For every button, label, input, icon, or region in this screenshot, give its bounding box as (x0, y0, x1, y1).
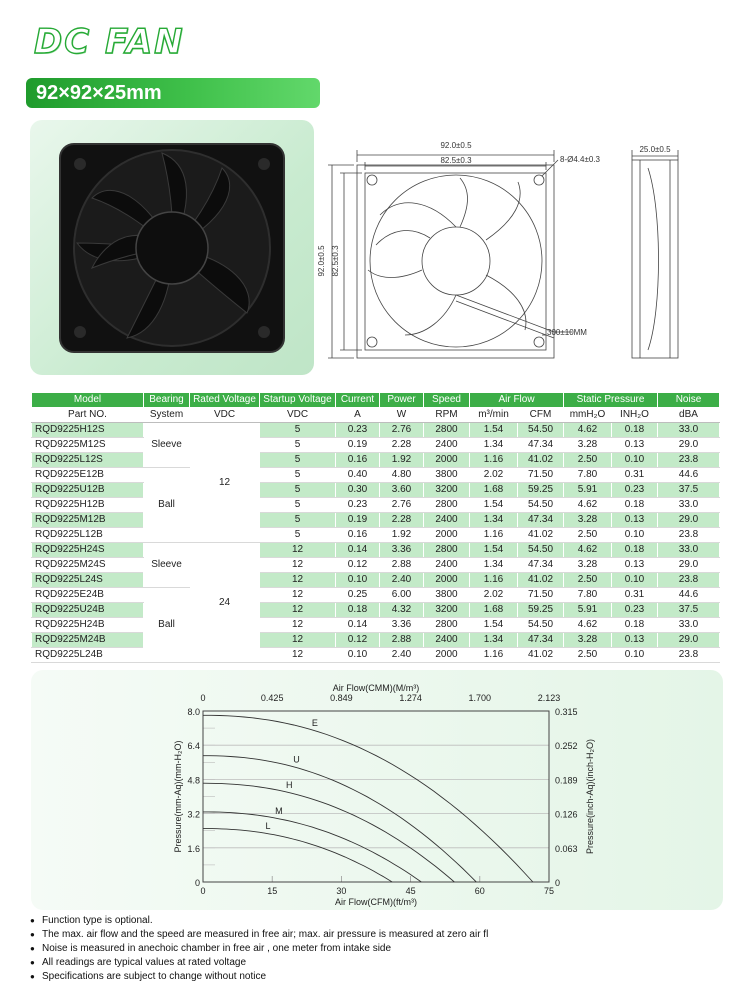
hdr-noise: Noise (658, 393, 720, 408)
speed-cell: 3200 (424, 603, 470, 618)
startup-cell: 12 (260, 618, 336, 633)
dba-cell: 29.0 (658, 438, 720, 453)
cfm-cell: 54.50 (518, 498, 564, 513)
m3-cell: 1.34 (470, 633, 518, 648)
speed-cell: 2000 (424, 528, 470, 543)
inh2o-cell: 0.18 (612, 543, 658, 558)
hdr-rated-voltage: Rated Voltage (190, 393, 260, 408)
inh2o-cell: 0.10 (612, 453, 658, 468)
hdr-model: Model (32, 393, 144, 408)
m3-cell: 1.54 (470, 543, 518, 558)
speed-cell: 3200 (424, 483, 470, 498)
power-cell: 2.40 (380, 573, 424, 588)
pq-curve-m (203, 812, 421, 882)
dba-cell: 23.8 (658, 453, 720, 468)
x2-tick-label: 0 (200, 693, 206, 703)
hdr-bearing: Bearing (144, 393, 190, 408)
current-cell: 0.23 (336, 423, 380, 438)
inh2o-cell: 0.23 (612, 603, 658, 618)
part-number-cell: RQD9225L12B (32, 528, 144, 543)
current-cell: 0.19 (336, 438, 380, 453)
startup-cell: 12 (260, 543, 336, 558)
unit-rpm: RPM (424, 408, 470, 423)
dba-cell: 44.6 (658, 468, 720, 483)
speed-cell: 2800 (424, 498, 470, 513)
power-cell: 4.80 (380, 468, 424, 483)
power-cell: 2.88 (380, 633, 424, 648)
cfm-cell: 41.02 (518, 528, 564, 543)
m3-cell: 1.16 (470, 528, 518, 543)
m3-cell: 1.16 (470, 573, 518, 588)
hdr-power: Power (380, 393, 424, 408)
table-row (32, 633, 720, 648)
curve-label: H (285, 779, 293, 790)
unit-inh2o: INH₂O (612, 408, 658, 423)
y2-tick-label: 0.063 (555, 843, 578, 854)
brand-logo: DC FAN (34, 22, 185, 62)
notes-list (30, 914, 488, 984)
cfm-cell: 47.34 (518, 558, 564, 573)
current-cell: 0.16 (336, 528, 380, 543)
y-axis-label: Pressure(mm-Aq)(mm-H₂O) (173, 740, 183, 853)
performance-chart (31, 670, 723, 910)
table-row (32, 558, 720, 573)
speed-cell: 3800 (424, 468, 470, 483)
unit-startup-vdc: VDC (260, 408, 336, 423)
rated-voltage-cell: 12 (190, 423, 260, 543)
part-number-cell: RQD9225M12B (32, 513, 144, 528)
inh2o-cell: 0.10 (612, 528, 658, 543)
mmh2o-cell: 3.28 (564, 513, 612, 528)
m3-cell: 1.16 (470, 648, 518, 663)
speed-cell: 2800 (424, 618, 470, 633)
inh2o-cell: 0.13 (612, 633, 658, 648)
startup-cell: 5 (260, 468, 336, 483)
table-row (32, 648, 720, 663)
current-cell: 0.10 (336, 648, 380, 663)
part-number-cell: RQD9225M12S (32, 438, 144, 453)
current-cell: 0.19 (336, 513, 380, 528)
current-cell: 0.14 (336, 543, 380, 558)
hdr-current: Current (336, 393, 380, 408)
hdr-speed: Speed (424, 393, 470, 408)
cfm-cell: 71.50 (518, 468, 564, 483)
bearing-cell: Sleeve (144, 423, 190, 468)
fan-photo-panel (30, 120, 314, 375)
speed-cell: 2400 (424, 513, 470, 528)
m3-cell: 1.54 (470, 498, 518, 513)
dba-cell: 37.5 (658, 603, 720, 618)
m3-cell: 1.54 (470, 618, 518, 633)
cfm-cell: 71.50 (518, 588, 564, 603)
speed-cell: 2400 (424, 633, 470, 648)
x2-tick-label: 1.700 (468, 693, 492, 703)
x-tick-label: 0 (200, 886, 206, 896)
m3-cell: 2.02 (470, 588, 518, 603)
x2-axis-label: Air Flow(CMM)(M/m³) (332, 683, 420, 693)
mmh2o-cell: 2.50 (564, 453, 612, 468)
hdr-air-flow: Air Flow (470, 393, 564, 408)
power-cell: 6.00 (380, 588, 424, 603)
power-cell: 4.32 (380, 603, 424, 618)
dim-thickness: 25.0±0.5 (639, 145, 671, 154)
part-number-cell: RQD9225H12S (32, 423, 144, 438)
startup-cell: 12 (260, 558, 336, 573)
unit-part-no: Part NO. (32, 408, 144, 423)
part-number-cell: RQD9225E12B (32, 468, 144, 483)
cfm-cell: 41.02 (518, 573, 564, 588)
part-number-cell: RQD9225L24S (32, 573, 144, 588)
dba-cell: 33.0 (658, 423, 720, 438)
x-tick-label: 30 (336, 886, 347, 896)
mmh2o-cell: 5.91 (564, 603, 612, 618)
startup-cell: 5 (260, 483, 336, 498)
cfm-cell: 47.34 (518, 633, 564, 648)
dim-width-inner: 82.5±0.3 (440, 156, 472, 165)
power-cell: 2.40 (380, 648, 424, 663)
dba-cell: 29.0 (658, 633, 720, 648)
power-cell: 2.76 (380, 498, 424, 513)
x2-tick-label: 2.123 (537, 693, 561, 703)
fan-photo (52, 138, 292, 358)
dba-cell: 33.0 (658, 543, 720, 558)
mmh2o-cell: 2.50 (564, 528, 612, 543)
current-cell: 0.23 (336, 498, 380, 513)
curve-label: E (311, 717, 318, 728)
part-number-cell: RQD9225H24B (32, 618, 144, 633)
note-item: ● Noise is measured in anechoic chamber in free air , one meter from intake side (30, 942, 488, 956)
part-number-cell: RQD9225L12S (32, 453, 144, 468)
dba-cell: 23.8 (658, 573, 720, 588)
table-row (32, 543, 720, 558)
dba-cell: 33.0 (658, 618, 720, 633)
inh2o-cell: 0.23 (612, 483, 658, 498)
curve-label: L (265, 821, 271, 832)
x2-tick-label: 1.274 (399, 693, 422, 703)
table-row (32, 468, 720, 483)
power-cell: 2.28 (380, 438, 424, 453)
speed-cell: 2000 (424, 648, 470, 663)
mmh2o-cell: 4.62 (564, 423, 612, 438)
current-cell: 0.18 (336, 603, 380, 618)
power-cell: 3.60 (380, 483, 424, 498)
mmh2o-cell: 7.80 (564, 588, 612, 603)
mmh2o-cell: 3.28 (564, 558, 612, 573)
startup-cell: 5 (260, 423, 336, 438)
part-number-cell: RQD9225U24B (32, 603, 144, 618)
inh2o-cell: 0.18 (612, 618, 658, 633)
current-cell: 0.30 (336, 483, 380, 498)
m3-cell: 1.68 (470, 603, 518, 618)
dba-cell: 23.8 (658, 648, 720, 663)
inh2o-cell: 0.31 (612, 468, 658, 483)
startup-cell: 12 (260, 633, 336, 648)
note-item: ● All readings are typical values at rated voltage (30, 956, 488, 970)
speed-cell: 2800 (424, 423, 470, 438)
part-number-cell: RQD9225E24B (32, 588, 144, 603)
startup-cell: 5 (260, 528, 336, 543)
inh2o-cell: 0.18 (612, 423, 658, 438)
inh2o-cell: 0.13 (612, 513, 658, 528)
inh2o-cell: 0.10 (612, 573, 658, 588)
y-tick-label: 3.2 (187, 809, 200, 820)
note-item: ● Specifications are subject to change without notice (30, 970, 488, 984)
current-cell: 0.16 (336, 453, 380, 468)
pq-curve-e (203, 715, 533, 882)
table-row (32, 423, 720, 438)
dba-cell: 37.5 (658, 483, 720, 498)
inh2o-cell: 0.18 (612, 498, 658, 513)
table-row (32, 498, 720, 513)
mmh2o-cell: 3.28 (564, 438, 612, 453)
dimension-drawing (310, 120, 730, 375)
bearing-cell: Ball (144, 588, 190, 663)
unit-cfm: CFM (518, 408, 564, 423)
m3-cell: 1.34 (470, 558, 518, 573)
y2-tick-label: 0 (555, 878, 561, 888)
cfm-cell: 47.34 (518, 513, 564, 528)
table-row (32, 513, 720, 528)
curve-label: M (275, 806, 283, 817)
current-cell: 0.10 (336, 573, 380, 588)
mmh2o-cell: 4.62 (564, 543, 612, 558)
part-number-cell: RQD9225L24B (32, 648, 144, 663)
y2-axis-label: Pressure(inch-Aq)(inch-H₂O) (585, 738, 595, 855)
unit-watts: W (380, 408, 424, 423)
hdr-startup-voltage: Startup Voltage (260, 393, 336, 408)
table-row (32, 528, 720, 543)
dba-cell: 33.0 (658, 498, 720, 513)
speed-cell: 2800 (424, 543, 470, 558)
table-row (32, 438, 720, 453)
startup-cell: 5 (260, 513, 336, 528)
m3-cell: 1.34 (470, 513, 518, 528)
part-number-cell: RQD9225M24B (32, 633, 144, 648)
part-number-cell: RQD9225U12B (32, 483, 144, 498)
mmh2o-cell: 2.50 (564, 648, 612, 663)
m3-cell: 1.16 (470, 453, 518, 468)
bearing-cell: Ball (144, 468, 190, 543)
power-cell: 1.92 (380, 453, 424, 468)
x2-tick-label: 0.425 (260, 693, 284, 703)
current-cell: 0.25 (336, 588, 380, 603)
dim-width-outer: 92.0±0.5 (440, 141, 472, 150)
note-item: ● Function type is optional. (30, 914, 488, 928)
dba-cell: 44.6 (658, 588, 720, 603)
x-axis-label: Air Flow(CFM)(ft/m³) (335, 897, 417, 907)
inh2o-cell: 0.31 (612, 588, 658, 603)
startup-cell: 5 (260, 453, 336, 468)
y2-tick-label: 0.189 (555, 775, 578, 786)
cfm-cell: 54.50 (518, 618, 564, 633)
power-cell: 2.88 (380, 558, 424, 573)
bearing-cell: Sleeve (144, 543, 190, 588)
cfm-cell: 47.34 (518, 438, 564, 453)
cfm-cell: 41.02 (518, 648, 564, 663)
y-tick-label: 4.8 (187, 775, 200, 786)
inh2o-cell: 0.13 (612, 438, 658, 453)
pq-curve-u (203, 756, 476, 882)
size-title-bar: 92×92×25mm (26, 78, 320, 108)
table-row (32, 603, 720, 618)
dba-cell: 29.0 (658, 513, 720, 528)
startup-cell: 12 (260, 588, 336, 603)
x-tick-label: 45 (405, 886, 416, 896)
dba-cell: 23.8 (658, 528, 720, 543)
unit-dba: dBA (658, 408, 720, 423)
pq-curve-l (203, 829, 392, 882)
current-cell: 0.12 (336, 558, 380, 573)
part-number-cell: RQD9225H24S (32, 543, 144, 558)
m3-cell: 1.34 (470, 438, 518, 453)
startup-cell: 12 (260, 648, 336, 663)
y2-tick-label: 0.252 (555, 741, 578, 752)
cfm-cell: 41.02 (518, 453, 564, 468)
x2-tick-label: 0.849 (330, 693, 353, 703)
unit-m3-min: m³/min (470, 408, 518, 423)
dim-lead: 300±10MM (547, 328, 587, 337)
note-item: ● The max. air flow and the speed are measured in free air; max. air pressure is measured at zero air fl (30, 928, 488, 942)
power-cell: 3.36 (380, 543, 424, 558)
current-cell: 0.12 (336, 633, 380, 648)
cfm-cell: 54.50 (518, 543, 564, 558)
dba-cell: 29.0 (658, 558, 720, 573)
performance-chart-panel (31, 670, 723, 910)
x-tick-label: 75 (543, 886, 555, 896)
mmh2o-cell: 3.28 (564, 633, 612, 648)
unit-system: System (144, 408, 190, 423)
mmh2o-cell: 2.50 (564, 573, 612, 588)
inh2o-cell: 0.13 (612, 558, 658, 573)
x-tick-label: 60 (474, 886, 485, 896)
power-cell: 3.36 (380, 618, 424, 633)
m3-cell: 1.54 (470, 423, 518, 438)
mmh2o-cell: 5.91 (564, 483, 612, 498)
power-cell: 1.92 (380, 528, 424, 543)
y-tick-label: 1.6 (187, 843, 200, 854)
x-tick-label: 15 (267, 886, 278, 896)
startup-cell: 5 (260, 438, 336, 453)
speed-cell: 2400 (424, 558, 470, 573)
unit-rated-vdc: VDC (190, 408, 260, 423)
cfm-cell: 54.50 (518, 423, 564, 438)
spec-table (31, 392, 720, 663)
dim-holes: 8-Ø4.4±0.3 (560, 155, 600, 164)
y-tick-label: 0 (194, 878, 200, 888)
cfm-cell: 59.25 (518, 603, 564, 618)
startup-cell: 12 (260, 603, 336, 618)
mmh2o-cell: 4.62 (564, 618, 612, 633)
unit-mmh2o: mmH₂O (564, 408, 612, 423)
table-row (32, 453, 720, 468)
m3-cell: 1.68 (470, 483, 518, 498)
part-number-cell: RQD9225H12B (32, 498, 144, 513)
m3-cell: 2.02 (470, 468, 518, 483)
curve-label: U (293, 754, 300, 765)
power-cell: 2.28 (380, 513, 424, 528)
speed-cell: 2000 (424, 453, 470, 468)
table-row (32, 588, 720, 603)
table-row (32, 483, 720, 498)
dim-height-outer: 92.0±0.5 (317, 245, 326, 277)
power-cell: 2.76 (380, 423, 424, 438)
unit-amps: A (336, 408, 380, 423)
mmh2o-cell: 7.80 (564, 468, 612, 483)
current-cell: 0.40 (336, 468, 380, 483)
y-tick-label: 6.4 (187, 741, 200, 752)
table-row (32, 618, 720, 633)
cfm-cell: 59.25 (518, 483, 564, 498)
y2-tick-label: 0.126 (555, 809, 578, 820)
startup-cell: 5 (260, 498, 336, 513)
startup-cell: 12 (260, 573, 336, 588)
table-row (32, 573, 720, 588)
rated-voltage-cell: 24 (190, 543, 260, 663)
current-cell: 0.14 (336, 618, 380, 633)
hdr-static-pressure: Static Pressure (564, 393, 658, 408)
mmh2o-cell: 4.62 (564, 498, 612, 513)
y-tick-label: 8.0 (187, 707, 200, 717)
part-number-cell: RQD9225M24S (32, 558, 144, 573)
speed-cell: 2000 (424, 573, 470, 588)
y2-tick-label: 0.315 (555, 707, 578, 717)
speed-cell: 3800 (424, 588, 470, 603)
inh2o-cell: 0.10 (612, 648, 658, 663)
dim-height-inner: 82.5±0.3 (331, 245, 340, 277)
plot-frame (203, 711, 549, 882)
speed-cell: 2400 (424, 438, 470, 453)
